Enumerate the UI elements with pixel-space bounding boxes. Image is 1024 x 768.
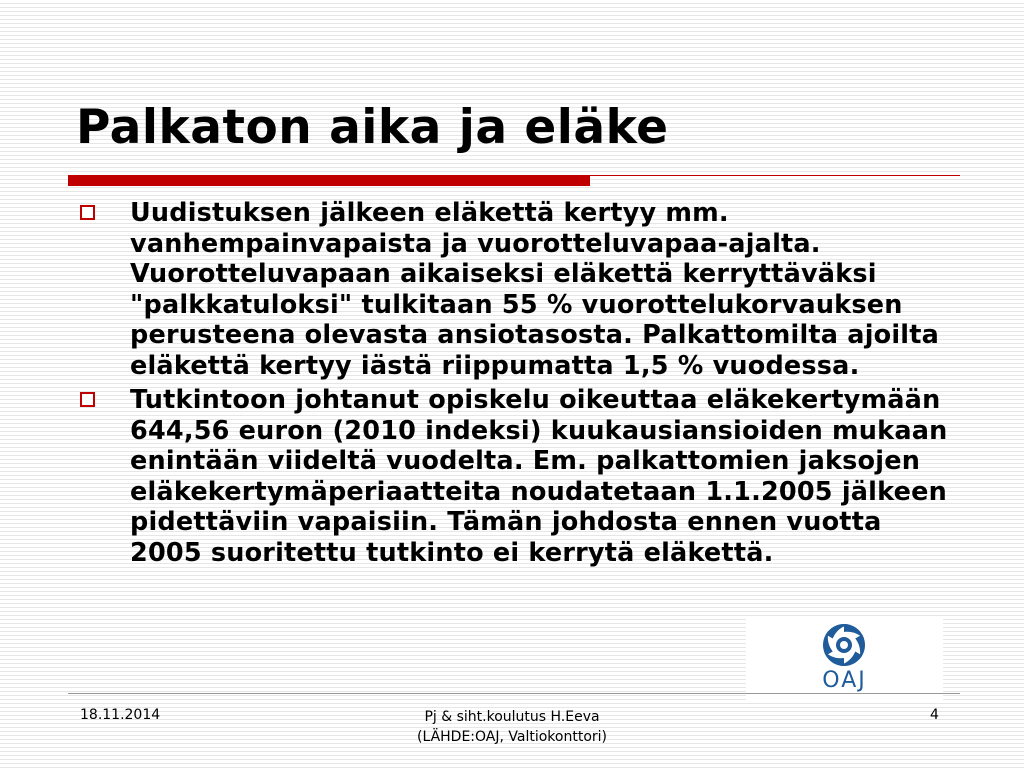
oaj-logo [746,616,943,702]
footer-source [362,707,662,747]
logo-text: OAJ [822,668,867,693]
bullet-list [74,198,954,572]
bullet-text: Tutkintoon johtanut opiskelu oikeuttaa eläkekertymään 644,56 euron (2010 indeksi) kuukausiansioiden mukaan enintään viideltä vuodelta. Em. palkattomien jaksojen eläkekertymäperiaatteita noudatetaan 1.1.2005 jälkeen pidettäviin vapaisiin. Tämän johdosta ennen vuotta 2005 suoritettu tutkinto ei kerrytä eläkettä. [130,385,948,568]
bullet-text: Uudistuksen jälkeen eläkettä kertyy mm. vanhempainvapaista ja vuorotteluvapaa-ajalta. Vuorotteluvapaan aikaiseksi eläkettä kerryttäväksi "palkkatuloksi" tulkitaan 55 % vuorottelukorvauksen perusteena olevasta ansiotasosta. Palkattomilta ajoilta eläkettä kertyy iästä riippumatta 1,5 % vuodessa. [130,198,940,381]
title-accent-bar [68,175,590,186]
oaj-swirl-logo-icon [818,622,870,668]
footer-source-line1: Pj & siht.koulutus H.Eeva [424,709,600,725]
footer-divider [68,693,960,694]
footer-date: 18.11.2014 [80,707,161,723]
footer-source-line2: (LÄHDE:OAJ, Valtiokonttori) [416,729,607,745]
bullet-item [74,385,954,568]
slide-title: Palkaton aika ja eläke [76,100,669,155]
bullet-item [74,198,954,381]
hollow-square-bullet-icon [80,392,95,407]
hollow-square-bullet-icon [80,205,95,220]
page-number: 4 [930,707,939,723]
